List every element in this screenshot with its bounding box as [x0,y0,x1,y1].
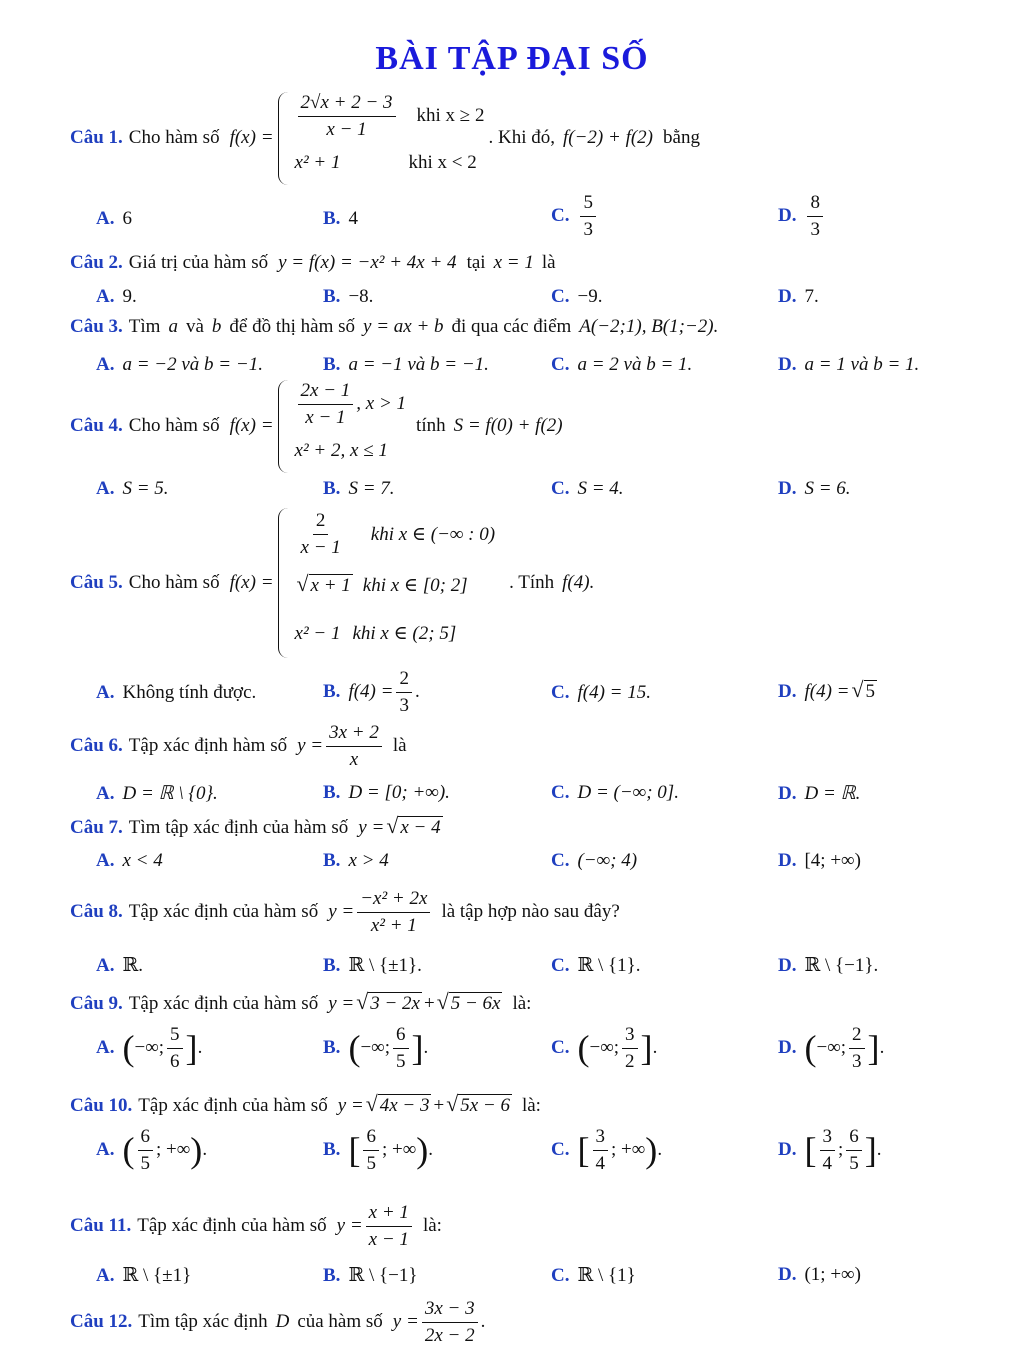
option-b[interactable]: B. a = −1 và b = −1. [323,354,489,375]
option-a[interactable]: A. a = −2 và b = −1. [96,354,263,375]
sqrt: √ x − 4 [386,814,441,838]
option-c[interactable]: C. (−∞; 4) [551,850,638,871]
option-c[interactable]: C. ℝ \ {1}. [551,954,641,976]
question-5: Câu 5. Cho hàm số f(x) = $\frac{2}{x - 1}$ khi x ∈ (−∞ : 0) √ x + 1 khi x ∈ [0; 2] x² − 1 khi x ∈ (2; 5] . Tính f(4). [70,508,594,658]
case2-expression: x² + 1 [294,151,341,173]
brace [278,380,289,473]
option-b[interactable]: B. ℝ \ {−1} [323,1264,418,1286]
option-c[interactable]: C. −9. [551,286,603,307]
question-end: bằng [663,127,700,149]
option-d[interactable]: D. [ $\frac{3}{4}$ ; $\frac{6}{5}$ ] . [778,1126,882,1174]
sqrt: √ 3 − 2x [356,990,420,1014]
option-c[interactable]: C. ( −∞; $\frac{3}{2}$ ] . [551,1024,658,1072]
question-expression: f(−2) + f(2) [563,127,654,149]
sqrt: √ 5x − 6 [446,1092,510,1116]
question-9: Câu 9. Tập xác định của hàm số y = √ 3 − 2x + √ 5 − 6x là: [70,990,532,1014]
option-b[interactable]: B. f(4) = $\frac{2}{3}$ . [323,668,420,716]
question-2: Câu 2. Giá trị của hàm số y = f(x) = −x² + 4x + 4 tại x = 1 là [70,252,556,273]
option-c[interactable]: C. [ $\frac{3}{4}$ ; +∞ ) . [551,1126,663,1174]
option-d[interactable]: D. a = 1 và b = 1. [778,354,920,375]
option-c[interactable]: C. D = (−∞; 0]. [551,782,679,803]
option-d[interactable]: D. (1; +∞) [778,1264,861,1285]
question-11: Câu 11. Tập xác định của hàm số y = $\frac{x + 1}{x - 1}$ là: [70,1202,442,1250]
option-b[interactable]: B. S = 7. [323,478,395,499]
option-a[interactable]: A. ℝ. [96,954,144,976]
option-a[interactable]: A. x < 4 [96,850,163,871]
option-d[interactable]: D. $\frac{8}{3}$ [778,192,826,241]
question-label: Câu 1. [70,127,123,149]
option-c[interactable]: C. ℝ \ {1} [551,1264,636,1286]
option-b[interactable]: B. x > 4 [323,850,389,871]
option-a[interactable]: A. D = ℝ \ {0}. [96,782,218,804]
option-c[interactable]: C. S = 4. [551,478,624,499]
page-title: BÀI TẬP ĐẠI SỐ [375,40,649,77]
question-1 [70,92,700,185]
question-4: Câu 4. Cho hàm số f(x) = $\frac{2x - 1}{x - 1}$ , x > 1 x² + 2, x ≤ 1 tính S = f(0) + f(2) [70,380,563,473]
option-b[interactable]: B. ℝ \ {±1}. [323,954,422,976]
sqrt: √ x + 1 [296,571,351,596]
question-10: Câu 10. Tập xác định của hàm số y = √ 4x − 3 + √ 5x − 6 là: [70,1092,541,1116]
option-b[interactable]: B. 4 [323,208,358,229]
option-c[interactable]: C. a = 2 và b = 1. [551,354,693,375]
option-d[interactable]: D. f(4) = √ 5 [778,678,875,702]
option-a[interactable]: A. 9. [96,286,137,307]
piecewise: $\frac{2}{x - 1}$ khi x ∈ (−∞ : 0) √ x + 1 khi x ∈ [0; 2] x² − 1 khi x ∈ (2; 5] [278,508,496,658]
question-3: Câu 3. Tìm a và b để đồ thị hàm số y = ax + b đi qua các điểm A(−2;1), B(1;−2). [70,316,719,337]
sqrt: √ 4x − 3 [365,1092,430,1116]
option-b[interactable]: B. −8. [323,286,374,307]
option-d[interactable]: D. D = ℝ. [778,782,861,804]
piecewise [278,92,485,185]
question-7: Câu 7. Tìm tập xác định của hàm số y = √ x − 4 [70,814,441,838]
question-8: Câu 8. Tập xác định của hàm số y = $\frac{\text{−x² + 2x}}{\text{x² + 1}}$ là tập hợp nào sau đây? [70,888,620,936]
option-a[interactable]: A. ( $\frac{6}{5}$ ; +∞ ) . [96,1126,208,1174]
option-d[interactable]: D. ℝ \ {−1}. [778,954,879,976]
option-d[interactable]: D. S = 6. [778,478,851,499]
brace [278,92,289,185]
option-d[interactable]: D. [4; +∞) [778,850,861,871]
option-b[interactable]: B. ( −∞; $\frac{6}{5}$ ] . [323,1024,429,1072]
option-c[interactable]: C. f(4) = 15. [551,682,651,703]
case1-condition: khi x ≥ 2 [416,105,485,127]
brace [278,508,289,658]
case2-condition: khi x < 2 [408,151,477,173]
question-text: Cho hàm số [128,127,220,149]
option-a[interactable]: A. ( −∞; $\frac{5}{6}$ ] . [96,1024,203,1072]
sqrt: √ 5 − 6x [436,990,501,1014]
question-12: Câu 12. Tìm tập xác định D của hàm số y = $\frac{3x - 3}{2x - 2}$ . [70,1298,486,1346]
option-a[interactable]: A. Không tính được. [96,682,257,703]
option-b[interactable]: B. D = [0; +∞). [323,782,450,803]
option-b[interactable]: B. [ $\frac{6}{5}$ ; +∞ ) . [323,1126,434,1174]
option-d[interactable]: D. ( −∞; $\frac{2}{3}$ ] . [778,1024,885,1072]
question-tail: . Khi đó, [488,127,555,149]
option-d[interactable]: D. 7. [778,286,819,307]
option-a[interactable]: A. 6 [96,208,132,229]
option-a[interactable]: A. ℝ \ {±1} [96,1264,192,1286]
piecewise: $\frac{2x - 1}{x - 1}$ , x > 1 x² + 2, x ≤ 1 [278,380,407,473]
case1-fraction: $\frac{2√x + 2 - 3}{x - 1}$ [298,92,396,141]
sqrt: √ 5 [851,678,875,702]
option-a[interactable]: A. S = 5. [96,478,169,499]
option-c[interactable]: C. $\frac{5}{3}$ [551,192,599,241]
function-name: f(x) = [229,127,274,149]
question-6: Câu 6. Tập xác định hàm số y = $\frac{3x + 2}{x}$ là [70,722,407,770]
